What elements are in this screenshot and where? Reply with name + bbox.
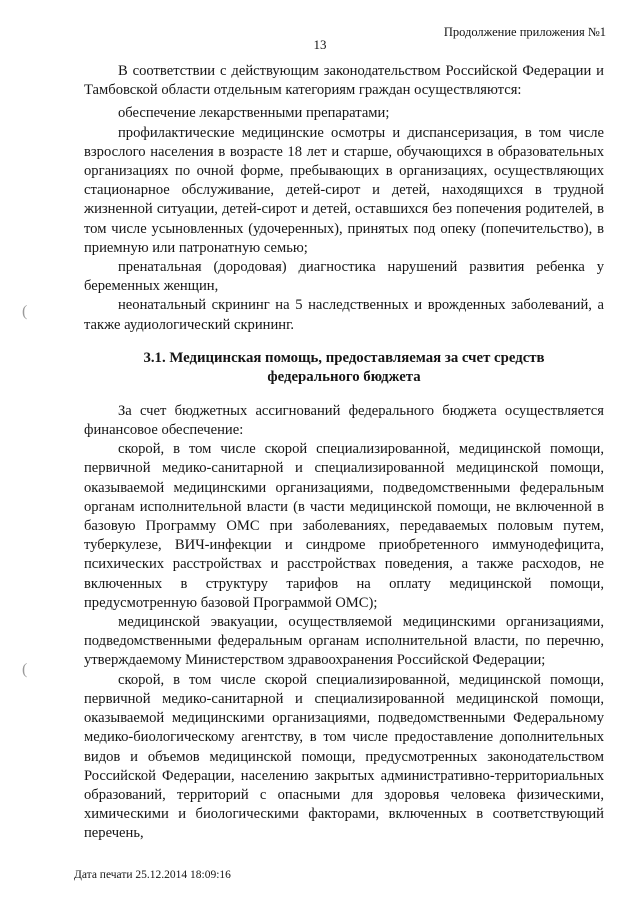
list-item-checkups: профилактические медицинские осмотры и диспансеризация, в том числе взрослого населения в возрасте 18 лет и старше, обучающихся в образовательных организациях по очной форме, пребывающих в организациях, осуществляющих стационарное обслуживание, детей-сирот и детей, находящихся в трудной жизненной ситуации, детей-сирот и детей, оставшихся без попечения родителей, в том числе усыновленных (удочеренных), принятых под опеку (попечительство), в приемную или патронатную семью;	[84, 124, 604, 256]
punch-hole-mark: (	[22, 661, 28, 678]
print-date: Дата печати 25.12.2014 18:09:16	[74, 869, 231, 881]
document-body	[84, 62, 604, 844]
section-heading: 3.1. Медицинская помощь, предоставляемая за счет средств федерального бюджета	[143, 349, 545, 385]
financing-item-federal-care: скорой, в том числе скорой специализированной, медицинской помощи, первичной медико-санитарной и специализированной медицинской помощи, оказываемой медицинскими организациями, подведомственными федеральным органам исполнительной власти (в части медицинской помощи, не включенной в базовую Программу ОМС при заболеваниях, передаваемых половым путем, туберкулезе, ВИЧ-инфекции и синдроме приобретенного иммунодефицита, психических расстройствах и расстройствах поведения, а также расходов, не включенных в структуру тарифов на оплату медицинской помощи, предусмотренную базовой Программой ОМС);	[84, 441, 604, 611]
financing-item-evacuation: медицинской эвакуации, осуществляемой медицинскими организациями, подведомственными федеральным органам исполнительной власти, по перечню, утверждаемому Министерством здравоохранения Российской Федерации;	[84, 614, 604, 669]
intro-paragraph: В соответствии с действующим законодательством Российской Федерации и Тамбовской области отдельным категориям граждан осуществляются:	[84, 63, 604, 99]
list-item-medicines: обеспечение лекарственными препаратами;	[118, 105, 390, 122]
list-item-prenatal: пренатальная (дородовая) диагностика нарушений развития ребенка у беременных женщин,	[84, 259, 604, 295]
appendix-continuation-note: Продолжение приложения №1	[443, 25, 606, 39]
list-item-neonatal: неонатальный скрининг на 5 наследственных и врожденных заболеваний, а также аудиологический скрининг.	[84, 297, 604, 333]
financing-item-fmba-care: скорой, в том числе скорой специализированной, медицинской помощи, первичной медико-санитарной и специализированной медицинской помощи, оказываемой медицинскими организациями, подведомственными Федеральному медико-биологическому агентству, в том числе предоставление дополнительных видов и объемов медицинской помощи, предусмотренных законодательством Российской Федерации, населению закрытых административно-территориальных образований, территорий с опасными для здоровья человека физическими, химическими и биологическими факторами, включенных в соответствующий перечень,	[84, 671, 604, 842]
punch-hole-mark: (	[22, 303, 28, 320]
page-number: 13	[313, 37, 327, 52]
financing-intro-paragraph: За счет бюджетных ассигнований федерального бюджета осуществляется финансовое обеспечение:	[84, 402, 604, 439]
